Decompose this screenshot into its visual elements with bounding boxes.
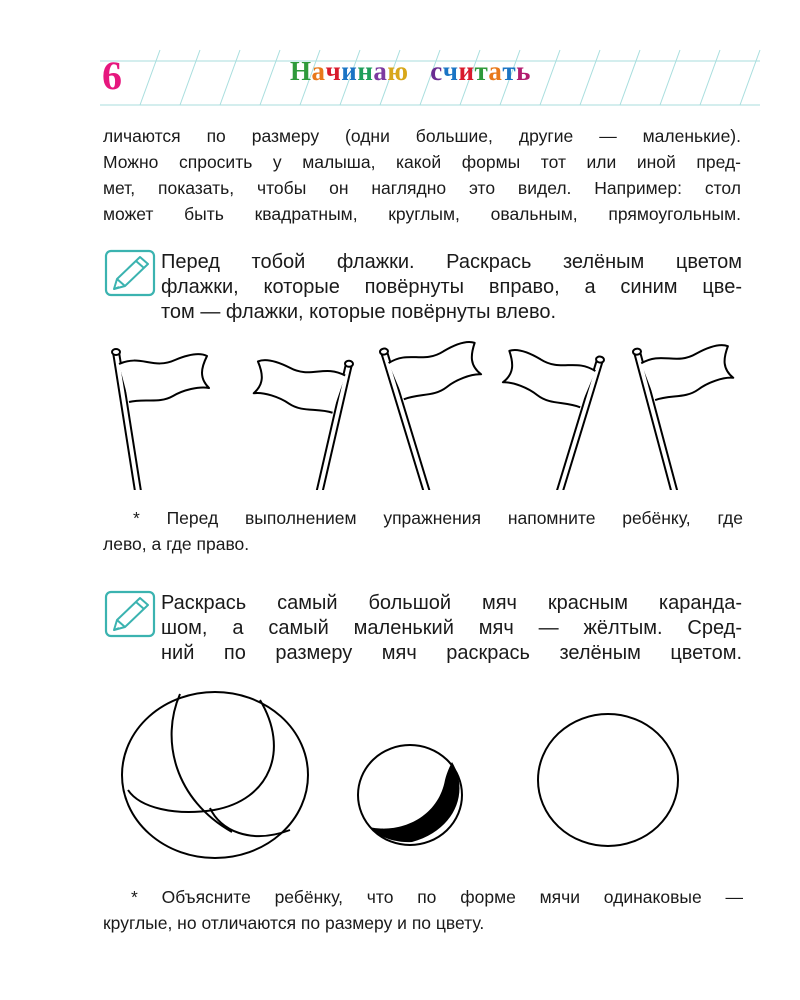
note2	[103, 884, 743, 936]
title-word2-letter: а	[488, 56, 503, 86]
title-word1-letter: а	[373, 56, 388, 86]
page-number: 6	[102, 53, 122, 98]
flag-1-right	[112, 349, 209, 490]
page-title	[290, 56, 531, 87]
intro-line: личаются по размеру (одни большие, другие — маленькие).	[103, 126, 741, 146]
task2-line: Раскрась самый большой мяч красным каранда-	[161, 592, 742, 614]
title-word2-letter: т	[474, 56, 489, 86]
note1-line: * Перед выполнением упражнения напомните ребёнку, где	[133, 508, 743, 528]
task2-text	[161, 591, 742, 666]
pencil-icon	[104, 590, 156, 638]
flag-3-right	[380, 336, 498, 490]
title-word1-letter: Н	[290, 56, 312, 86]
note1-line: лево, а где право.	[103, 534, 250, 554]
intro-line: Можно спросить у малыша, какой формы тот или иной пред-	[103, 152, 741, 172]
title-word-2	[430, 56, 531, 87]
title-word-1	[290, 56, 409, 87]
task1-line: том — флажки, которые повёрнуты влево.	[161, 301, 557, 323]
note2-line: круглые, но отличаются по размеру и по цвету.	[103, 913, 485, 933]
intro-line: может быть квадратным, круглым, овальным, прямоугольным.	[103, 204, 741, 224]
title-word2-letter: ь	[516, 56, 531, 86]
ball-large	[122, 692, 308, 858]
pencil-icon	[104, 249, 156, 297]
intro-paragraph	[103, 123, 741, 227]
task2-line: шом, а самый маленький мяч — жёлтым. Сред-	[161, 617, 742, 639]
flag-4-left	[487, 344, 605, 490]
note2-line: * Объясните ребёнку, что по форме мячи одинаковые —	[131, 887, 743, 907]
title-word2-letter: т	[502, 56, 517, 86]
title-word1-letter: ч	[325, 56, 342, 86]
ball-small	[358, 745, 462, 845]
title-word1-letter: ю	[387, 56, 409, 86]
note1	[103, 505, 743, 557]
task1-line: Перед тобой флажки. Раскрась зелёным цветом	[161, 251, 742, 273]
task1-text	[161, 250, 742, 325]
balls-illustration	[0, 680, 800, 860]
task1-line: флажки, которые повёрнуты вправо, а синим цве-	[161, 276, 742, 298]
task2-line: ний по размеру мяч раскрась зелёным цветом.	[161, 642, 742, 664]
flag-2-left	[246, 354, 354, 490]
title-word2-letter: и	[458, 56, 475, 86]
intro-line: мет, показать, чтобы он наглядно это видел. Например: стол	[103, 178, 741, 198]
title-word1-letter: н	[357, 56, 374, 86]
flag-5-right	[633, 339, 746, 490]
flags-illustration	[0, 330, 800, 490]
title-word2-letter: с	[430, 56, 443, 86]
title-word1-letter: а	[311, 56, 326, 86]
ball-medium	[538, 714, 678, 846]
title-word2-letter: ч	[442, 56, 459, 86]
title-word1-letter: и	[341, 56, 358, 86]
